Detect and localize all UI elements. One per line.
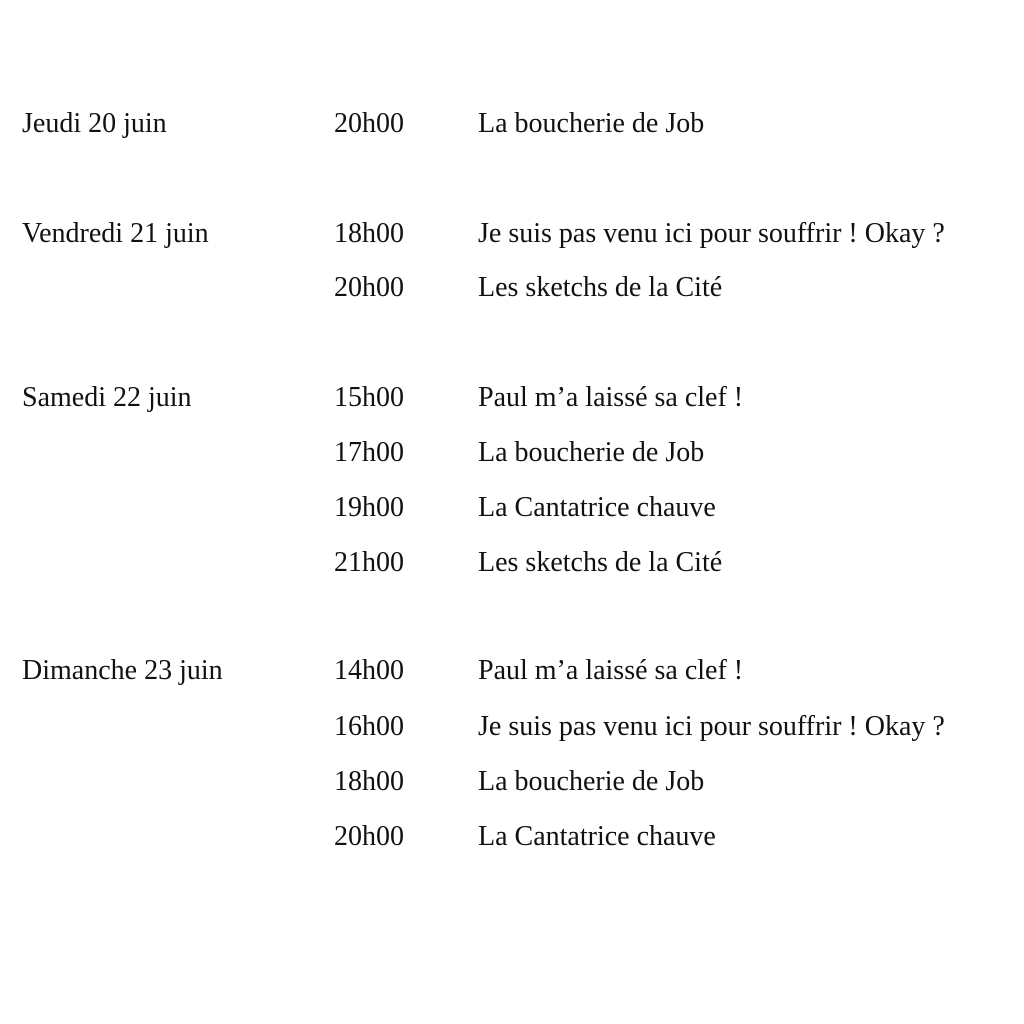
show-time: 20h00 [334,821,404,852]
schedule-row [0,378,1024,418]
show-title: Paul m’a laissé sa clef ! [478,382,744,413]
show-title: Je suis pas venu ici pour souffrir ! Okay ? [478,711,945,742]
schedule-row [0,651,1024,691]
show-title: La Cantatrice chauve [478,492,716,523]
show-title: Les sketchs de la Cité [478,547,723,578]
show-time: 19h00 [334,492,404,523]
schedule-row [0,268,1024,308]
day-label: Vendredi 21 juin [22,218,209,249]
schedule-row [0,433,1024,473]
show-title: Je suis pas venu ici pour souffrir ! Okay ? [478,218,945,249]
schedule-row [0,488,1024,528]
show-title: Les sketchs de la Cité [478,272,723,303]
show-time: 14h00 [334,655,404,686]
show-title: La Cantatrice chauve [478,821,716,852]
show-time: 15h00 [334,382,404,413]
schedule-row [0,707,1024,747]
show-time: 20h00 [334,272,404,303]
show-time: 18h00 [334,766,404,797]
day-label: Jeudi 20 juin [22,108,167,139]
show-title: La boucherie de Job [478,108,705,139]
show-time: 21h00 [334,547,404,578]
show-time: 18h00 [334,218,404,249]
show-time: 17h00 [334,437,404,468]
day-label: Dimanche 23 juin [22,655,223,686]
schedule-row [0,762,1024,802]
day-label: Samedi 22 juin [22,382,192,413]
show-title: La boucherie de Job [478,766,705,797]
schedule-row [0,543,1024,583]
show-time: 16h00 [334,711,404,742]
show-title: La boucherie de Job [478,437,705,468]
show-time: 20h00 [334,108,404,139]
schedule-row [0,104,1024,144]
show-title: Paul m’a laissé sa clef ! [478,655,744,686]
schedule-row [0,817,1024,857]
schedule-row [0,214,1024,254]
